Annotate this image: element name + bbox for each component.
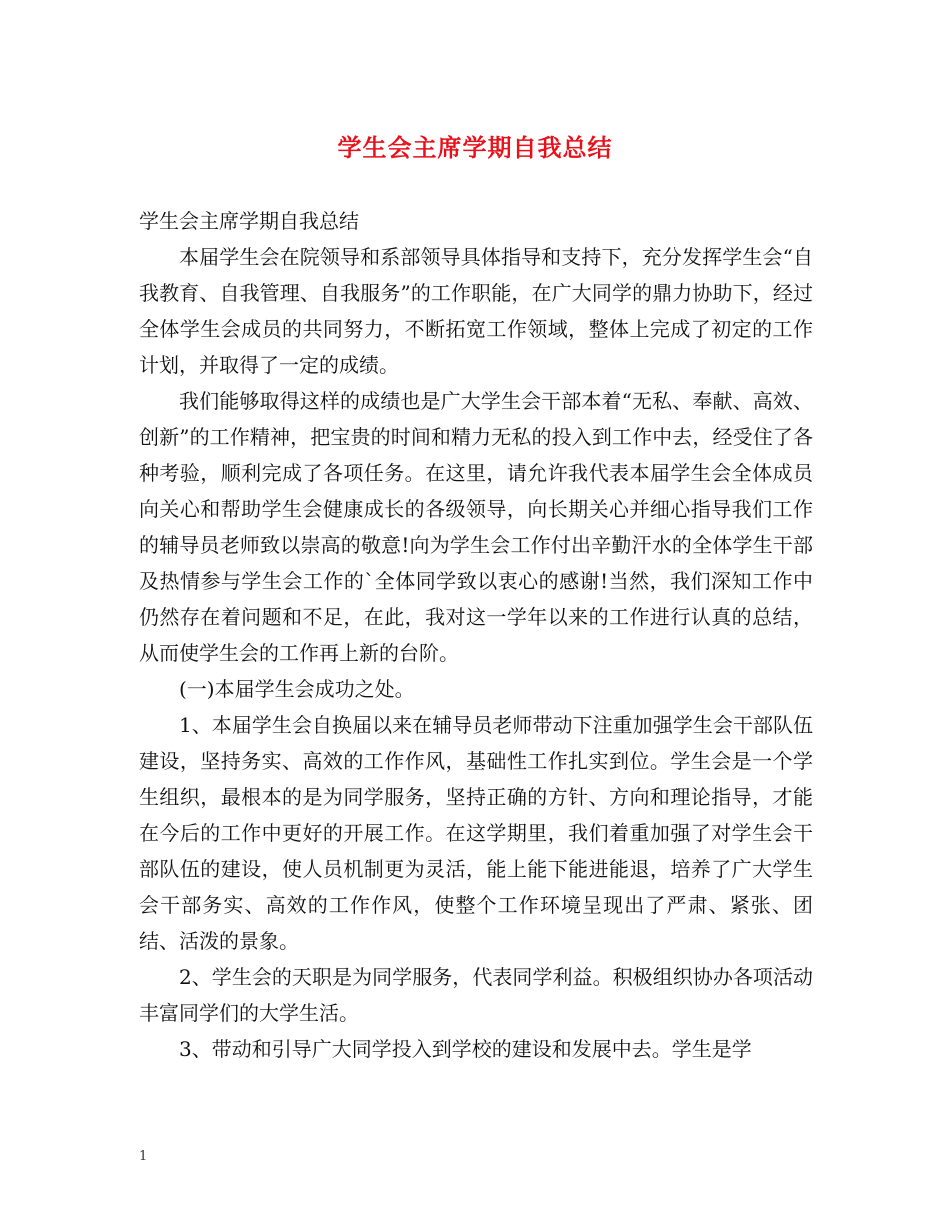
document-body xyxy=(139,203,813,1067)
section-heading: (一)本届学生会成功之处。 xyxy=(179,677,415,701)
document-title: 学生会主席学期自我总结 xyxy=(337,133,613,162)
body-paragraph: 2、学生会的天职是为同学服务，代表同学利益。积极组织协办各项活动丰富同学们的大学生活。 xyxy=(139,965,813,1025)
body-paragraph: 1、本届学生会自换届以来在辅导员老师带动下注重加强学生会干部队伍建设，坚持务实、高效的工作作风，基础性工作扎实到位。学生会是一个学生组织，最根本的是为同学服务，坚持正确的方针、方向和理论指导，才能在今后的工作中更好的开展工作。在这学期里，我们着重加强了对学生会干部队伍的建设，使人员机制更为灵活，能上能下能进能退，培养了广大学生会干部务实、高效的工作作风，使整个工作环境呈现出了严肃、紧张、团结、活泼的景象。 xyxy=(139,713,813,953)
page-number: 1 xyxy=(139,1149,148,1164)
subtitle-paragraph: 学生会主席学期自我总结 xyxy=(139,209,359,233)
body-paragraph: 3、带动和引导广大同学投入到学校的建设和发展中去。学生是学 xyxy=(179,1037,752,1061)
body-paragraph: 本届学生会在院领导和系部领导具体指导和支持下，充分发挥学生会“自我教育、自我管理、自我服务”的工作职能，在广大同学的鼎力协助下，经过全体学生会成员的共同努力，不断拓宽工作领域，整体上完成了初定的工作计划，并取得了一定的成绩。 xyxy=(139,245,813,377)
body-paragraph: 我们能够取得这样的成绩也是广大学生会干部本着“无私、奉献、高效、创新”的工作精神，把宝贵的时间和精力无私的投入到工作中去，经受住了各种考验，顺利完成了各项任务。在这里，请允许我代表本届学生会全体成员向关心和帮助学生会健康成长的各级领导，向长期关心并细心指导我们工作的辅导员老师致以崇高的敬意!向为学生会工作付出辛勤汗水的全体学生干部及热情参与学生会工作的`全体同学致以衷心的感谢!当然，我们深知工作中仍然存在着问题和不足，在此，我对这一学年以来的工作进行认真的总结，从而使学生会的工作再上新的台阶。 xyxy=(139,389,813,665)
